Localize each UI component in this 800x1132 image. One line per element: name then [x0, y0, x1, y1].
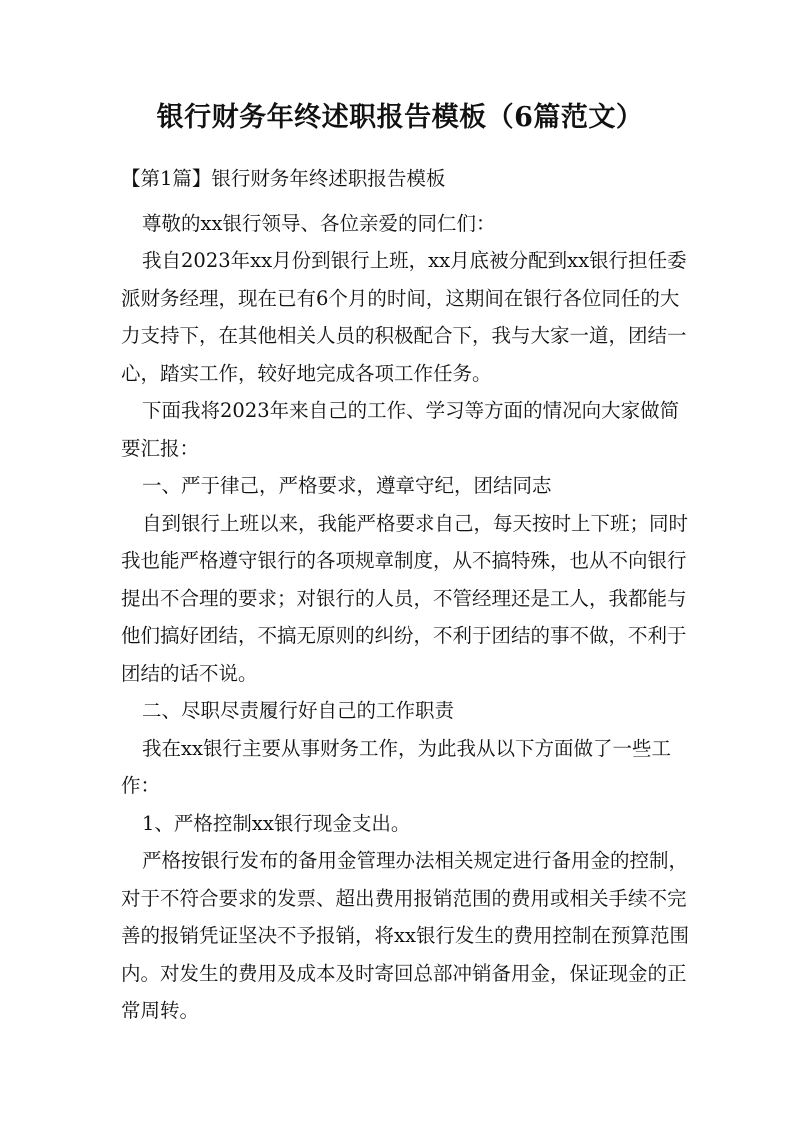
paragraph-cash-control: 严格按银行发布的备用金管理办法相关规定进行备用金的控制，对于不符合要求的发票、超出费用报销范围的费用或相关手续不完善的报销凭证坚决不予报销，将xx银行发生的费用控制在预算范围内。对发生的费用及成本及时寄回总部冲销备用金，保证现金的正常周转。	[121, 849, 689, 1022]
document-title: 银行财务年终述职报告模板（6篇范文）	[156, 102, 644, 133]
paragraph-discipline: 自到银行上班以来，我能严格要求自己，每天按时上下班；同时我也能严格遵守银行的各项规章制度，从不搞特殊，也从不向银行提出不合理的要求；对银行的人员，不管经理还是工人，我都能与他们搞好团结，不搞无原则的纠纷，不利于团结的事不做，不利于团结的话不说。	[121, 511, 689, 685]
document-body	[121, 160, 691, 1030]
section-heading: 【第1篇】银行财务年终述职报告模板	[121, 167, 446, 190]
paragraph-duties: 我在xx银行主要从事财务工作，为此我从以下方面做了一些工作：	[121, 736, 671, 797]
paragraph-intro: 我自2023年xx月份到银行上班，xx月底被分配到xx银行担任委派财务经理，现在已有6个月的时间，这期间在银行各位同任的大力支持下，在其他相关人员的积极配合下，我与大家一道，团结一心，踏实工作，较好地完成各项工作任务。	[121, 249, 687, 385]
paragraph-summary-lead: 下面我将2023年来自己的工作、学习等方面的情况向大家做简要汇报：	[121, 399, 680, 460]
subheading-duties: 二、尽职尽责履行好自己的工作职责	[142, 699, 455, 722]
subheading-discipline: 一、严于律己，严格要求，遵章守纪，团结同志	[142, 474, 552, 497]
paragraph-salutation: 尊敬的xx银行领导、各位亲爱的同仁们：	[142, 211, 496, 235]
spacer	[121, 198, 691, 205]
subheading-cash-control: 1、严格控制xx银行现金支出。	[142, 811, 411, 835]
